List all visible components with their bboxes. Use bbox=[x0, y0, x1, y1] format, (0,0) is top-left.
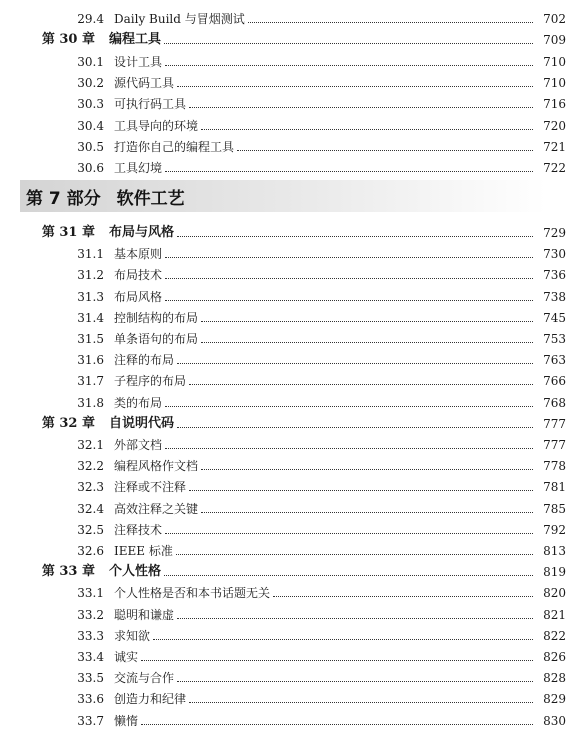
entry-title: 聪明和谦虚 bbox=[114, 607, 175, 622]
dot-leader bbox=[189, 489, 533, 491]
entry-title: 打造你自己的编程工具 bbox=[114, 139, 235, 154]
entry-title: 懒惰 bbox=[114, 713, 139, 728]
entry-page-number: 813 bbox=[543, 544, 566, 558]
entry-number: 30.2 bbox=[77, 75, 104, 90]
entry-title: 可执行码工具 bbox=[114, 97, 187, 112]
toc-section-entry bbox=[0, 517, 566, 537]
entry-page-number: 821 bbox=[543, 607, 566, 622]
dot-leader bbox=[153, 638, 533, 640]
entry-number: 33.4 bbox=[77, 650, 104, 664]
toc-section-entry bbox=[0, 496, 566, 516]
entry-page-number: 738 bbox=[543, 289, 566, 304]
entry-title: 工具导向的环境 bbox=[114, 118, 199, 133]
entry-page-number: 826 bbox=[543, 650, 566, 664]
entry-page-number: 777 bbox=[543, 416, 566, 431]
entry-number: 32.5 bbox=[77, 522, 104, 537]
dot-leader bbox=[165, 532, 533, 534]
entry-page-number: 830 bbox=[543, 713, 566, 728]
toc-chapter-entry bbox=[0, 559, 566, 579]
entry-title: 注释技术 bbox=[114, 522, 163, 537]
toc-section-entry bbox=[0, 368, 566, 388]
toc-section-entry bbox=[0, 6, 566, 26]
entry-number: 33.7 bbox=[77, 713, 104, 728]
entry-number: 33.3 bbox=[77, 628, 104, 643]
entry-page-number: 730 bbox=[543, 247, 566, 262]
entry-page-number: 766 bbox=[543, 374, 566, 389]
entry-number: 31.7 bbox=[77, 374, 104, 389]
entry-title: 个人性格 bbox=[109, 564, 162, 580]
entry-number: 第 31 章 bbox=[41, 225, 95, 240]
toc-section-entry bbox=[0, 432, 566, 452]
toc-section-entry bbox=[0, 326, 566, 346]
entry-page-number: 778 bbox=[543, 459, 566, 474]
dot-leader bbox=[141, 659, 533, 661]
toc-section-entry bbox=[0, 262, 566, 282]
toc-chapter-entry bbox=[0, 220, 566, 240]
entry-page-number: 729 bbox=[543, 226, 566, 240]
entry-title: 注释或不注释 bbox=[114, 480, 187, 495]
entry-number: 32.2 bbox=[77, 459, 104, 474]
entry-page-number: 702 bbox=[543, 12, 566, 26]
entry-page-number: 709 bbox=[543, 33, 566, 48]
toc-section-entry bbox=[0, 708, 566, 728]
entry-number: 第 32 章 bbox=[41, 415, 95, 431]
dot-leader bbox=[177, 235, 533, 237]
entry-number: 31.8 bbox=[77, 395, 104, 410]
dot-leader bbox=[237, 149, 533, 151]
dot-leader bbox=[189, 106, 533, 108]
entry-number: 29.4 bbox=[77, 12, 104, 26]
dot-leader bbox=[201, 320, 533, 322]
toc-section-entry bbox=[0, 580, 566, 600]
dot-leader bbox=[176, 553, 533, 555]
part-title: 软件工艺 bbox=[116, 188, 185, 209]
entry-title: 类的布局 bbox=[114, 395, 163, 410]
toc-chapter-entry bbox=[0, 411, 566, 431]
toc-section-entry bbox=[0, 538, 566, 558]
toc-chapter-entry bbox=[0, 27, 566, 47]
entry-title: IEEE 标准 bbox=[114, 544, 173, 558]
entry-title: 控制结构的布局 bbox=[114, 310, 199, 325]
toc-section-entry bbox=[0, 453, 566, 473]
entry-number: 33.5 bbox=[77, 671, 104, 686]
entry-page-number: 710 bbox=[543, 54, 566, 69]
entry-number: 31.2 bbox=[77, 268, 104, 283]
entry-title: 布局与风格 bbox=[109, 225, 175, 240]
entry-page-number: 721 bbox=[543, 139, 566, 154]
entry-number: 30.1 bbox=[77, 54, 104, 69]
entry-page-number: 763 bbox=[543, 353, 566, 368]
toc-section-entry bbox=[0, 623, 566, 643]
dot-leader bbox=[177, 362, 533, 364]
entry-number: 31.6 bbox=[77, 353, 104, 368]
dot-leader bbox=[201, 128, 533, 130]
entry-page-number: 745 bbox=[543, 310, 566, 325]
entry-number: 30.5 bbox=[77, 139, 104, 154]
toc-section-entry bbox=[0, 70, 566, 90]
entry-title: 个人性格是否和本书话题无关 bbox=[114, 586, 271, 601]
toc-section-entry bbox=[0, 49, 566, 69]
toc-section-entry bbox=[0, 390, 566, 410]
dot-leader bbox=[165, 447, 533, 449]
dot-leader bbox=[165, 256, 533, 258]
toc-section-entry bbox=[0, 155, 566, 175]
entry-number: 31.4 bbox=[77, 310, 104, 325]
toc-section-entry bbox=[0, 474, 566, 494]
entry-page-number: 777 bbox=[543, 438, 566, 452]
entry-title: 工具幻境 bbox=[114, 161, 163, 176]
entry-page-number: 820 bbox=[543, 586, 566, 601]
toc-section-entry bbox=[0, 665, 566, 685]
entry-number: 33.6 bbox=[77, 692, 104, 707]
entry-page-number: 722 bbox=[543, 161, 566, 176]
toc-section-entry bbox=[0, 91, 566, 111]
dot-leader bbox=[201, 341, 533, 343]
entry-title: 设计工具 bbox=[114, 54, 163, 69]
entry-number: 31.1 bbox=[77, 247, 104, 262]
part-heading bbox=[20, 180, 546, 212]
entry-page-number: 716 bbox=[543, 97, 566, 112]
dot-leader bbox=[201, 468, 533, 470]
entry-title: 布局技术 bbox=[114, 268, 163, 283]
dot-leader bbox=[165, 299, 533, 301]
toc-section-entry bbox=[0, 602, 566, 622]
entry-number: 31.3 bbox=[77, 289, 104, 304]
dot-leader bbox=[177, 680, 533, 682]
entry-page-number: 768 bbox=[543, 395, 566, 410]
dot-leader bbox=[177, 617, 533, 619]
entry-page-number: 822 bbox=[543, 628, 566, 643]
entry-title: 单条语句的布局 bbox=[114, 332, 199, 346]
entry-number: 31.5 bbox=[77, 332, 104, 346]
dot-leader bbox=[273, 595, 533, 597]
entry-page-number: 828 bbox=[543, 671, 566, 686]
entry-number: 32.3 bbox=[77, 480, 104, 495]
entry-title: 基本原则 bbox=[114, 247, 163, 262]
entry-page-number: 792 bbox=[543, 522, 566, 537]
entry-page-number: 736 bbox=[543, 268, 566, 283]
entry-title: 自说明代码 bbox=[109, 415, 175, 431]
toc-section-entry bbox=[0, 305, 566, 325]
entry-page-number: 819 bbox=[543, 565, 566, 580]
entry-title: 注释的布局 bbox=[114, 353, 175, 368]
entry-title: 创造力和纪律 bbox=[114, 692, 187, 707]
entry-title: 交流与合作 bbox=[114, 671, 175, 686]
dot-leader bbox=[189, 701, 533, 703]
toc-section-entry bbox=[0, 284, 566, 304]
entry-number: 32.6 bbox=[77, 544, 104, 558]
entry-title: 诚实 bbox=[114, 650, 139, 664]
entry-page-number: 720 bbox=[543, 118, 566, 133]
entry-number: 30.3 bbox=[77, 97, 104, 112]
toc-section-entry bbox=[0, 347, 566, 367]
toc-section-entry bbox=[0, 113, 566, 133]
toc-section-entry bbox=[0, 644, 566, 664]
dot-leader bbox=[248, 21, 533, 23]
entry-number: 第 30 章 bbox=[41, 32, 95, 48]
dot-leader bbox=[189, 383, 533, 385]
dot-leader bbox=[177, 426, 533, 428]
entry-number: 30.4 bbox=[77, 118, 104, 133]
entry-number: 32.1 bbox=[77, 438, 104, 452]
dot-leader bbox=[165, 64, 533, 66]
entry-number: 第 33 章 bbox=[41, 564, 95, 580]
entry-page-number: 829 bbox=[543, 692, 566, 707]
dot-leader bbox=[165, 170, 533, 172]
toc-section-entry bbox=[0, 241, 566, 261]
toc-section-entry bbox=[0, 134, 566, 154]
dot-leader bbox=[164, 42, 533, 44]
entry-page-number: 785 bbox=[543, 501, 566, 516]
entry-number: 33.2 bbox=[77, 607, 104, 622]
entry-page-number: 781 bbox=[543, 480, 566, 495]
dot-leader bbox=[201, 511, 533, 513]
entry-title: 求知欲 bbox=[114, 628, 151, 643]
entry-title: Daily Build 与冒烟测试 bbox=[114, 12, 245, 26]
entry-title: 子程序的布局 bbox=[114, 374, 187, 389]
entry-page-number: 753 bbox=[543, 332, 566, 346]
entry-page-number: 710 bbox=[543, 75, 566, 90]
dot-leader bbox=[164, 574, 533, 576]
entry-number: 30.6 bbox=[77, 161, 104, 176]
entry-title: 编程风格作文档 bbox=[114, 459, 199, 474]
dot-leader bbox=[141, 723, 533, 725]
part-number: 第 7 部分 bbox=[26, 188, 101, 209]
entry-title: 外部文档 bbox=[114, 438, 163, 452]
entry-number: 33.1 bbox=[77, 586, 104, 601]
toc-section-entry bbox=[0, 686, 566, 706]
dot-leader bbox=[165, 405, 533, 407]
dot-leader bbox=[165, 277, 533, 279]
entry-title: 布局风格 bbox=[114, 289, 163, 304]
entry-number: 32.4 bbox=[77, 501, 104, 516]
entry-title: 源代码工具 bbox=[114, 75, 175, 90]
entry-title: 高效注释之关键 bbox=[114, 501, 199, 516]
entry-title: 编程工具 bbox=[109, 32, 162, 48]
dot-leader bbox=[177, 85, 533, 87]
